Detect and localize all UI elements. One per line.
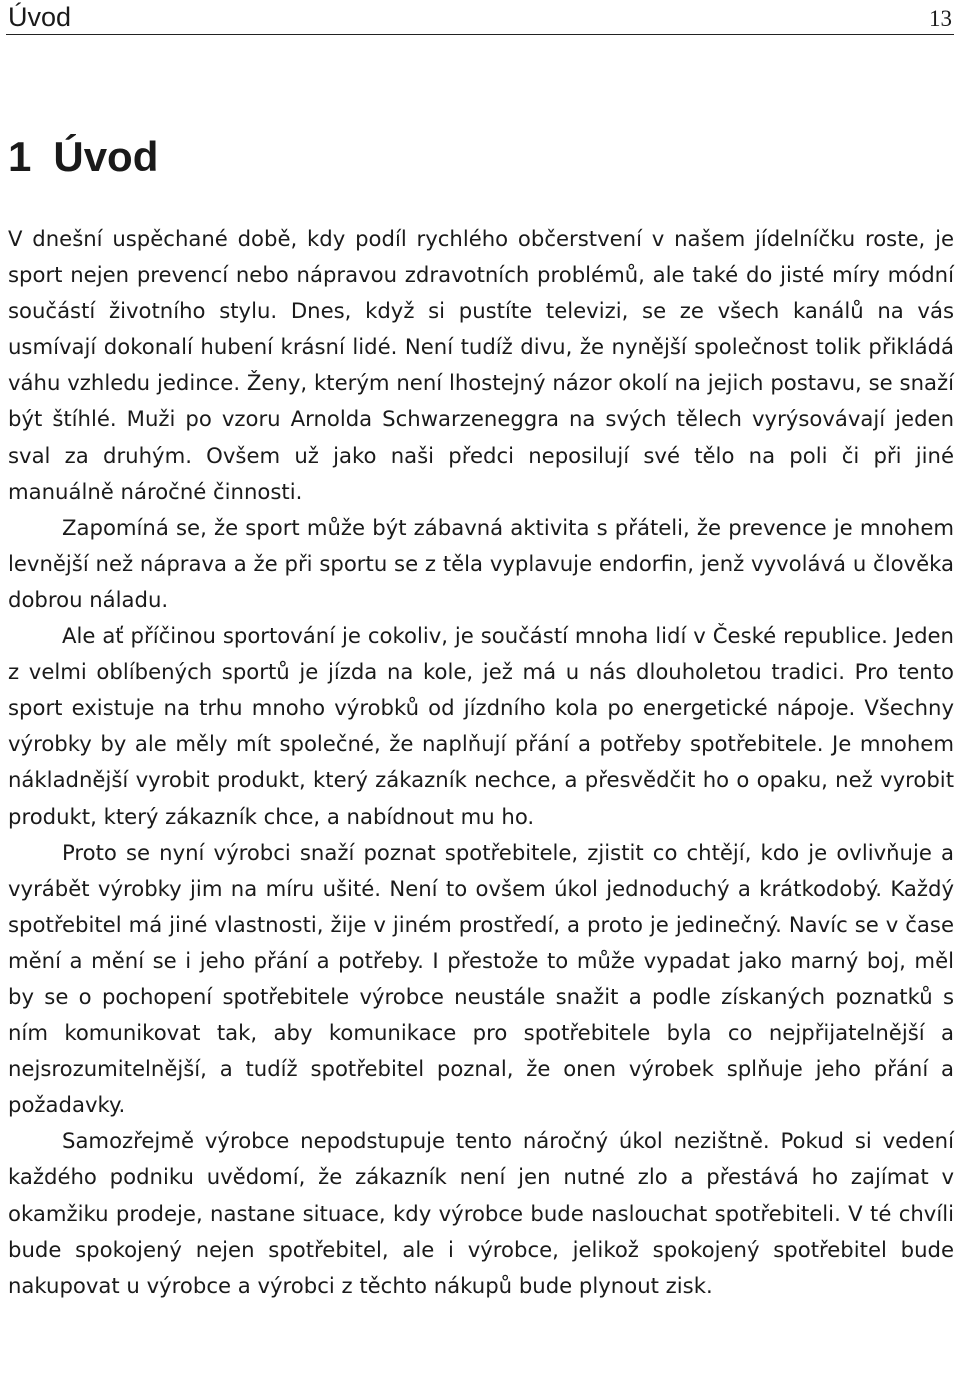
body-text [8, 221, 954, 1304]
chapter-heading [8, 128, 158, 186]
paragraph-2: Zapomíná se, že sport může být zábavná aktivita s přáteli, že prevence je mnohem levnější než náprava a že při sportu se z těla vyplavuje endorfin, jenž vyvolává u člověka dobrou náladu. [8, 514, 954, 612]
paragraph-5: Samozřejmě výrobce nepodstupuje tento náročný úkol nezištně. Pokud si vedení každého podniku uvědomí, že zákazník není jen nutné zlo a přestává ho zajímat v okamžiku prodeje, nastane situace, kdy výrobce bude naslouchat spotřebiteli. V té chvíli bude spokojený nejen spotřebitel, ale i výrobce, jelikož spokojený spotřebitel bude nakupovat u výrobce a výrobci z těchto nákupů bude plynout zisk. [8, 1128, 954, 1298]
paragraph-3: Ale ať příčinou sportování je cokoliv, je součástí mnoha lidí v České republice. Jeden z velmi oblíbených sportů je jízda na kole, jež má u nás dlouholetou tradici. Pro tento sport existuje na trhu mnoho výrobků od jízdního kola po energetické nápoje. Všechny výrobky by ale měly mít společné, že naplňují přání a potřeby spotřebitele. Je mnohem nákladnější vyrobit produkt, který zákazník nechce, a přesvědčit ho o opaku, než vyrobit produkt, který zákazník chce, a nabídnout mu ho. [8, 623, 954, 829]
running-header [6, 0, 954, 35]
chapter-title: Úvod [53, 133, 159, 180]
chapter-number: 1 [8, 133, 32, 180]
paragraph-1: V dnešní uspěchané době, kdy podíl rychlého občerstvení v našem jídelníčku roste, je sport nejen prevencí nebo nápravou zdravotních problémů, ale také do jisté míry módní součástí životního stylu. Dnes, když si pustíte televizi, se ze všech kanálů na vás usmívají dokonalí hubení krásní lidé. Není tudíž divu, že nynější společnost tolik přikládá váhu vzhledu jedince. Ženy, kterým není lhostejný názor okolí na jejich postavu, se snaží být štíhlé. Muži po vzoru Arnolda Schwarzeneggra na svých tělech vyrýsovávají jeden sval za druhým. Ovšem už jako naši předci neposilují své tělo na poli či při jiné manuálně náročné činnosti. [8, 226, 954, 504]
running-header-title: Úvod [8, 2, 72, 32]
page-number: 13 [929, 6, 952, 31]
paragraph-4: Proto se nyní výrobci snaží poznat spotřebitele, zjistit co chtějí, kdo je ovlivňuje a vyrábět výrobky jim na míru ušité. Není to ovšem úkol jednoduchý a krátkodobý. Každý spotřebitel má jiné vlastnosti, žije v jiném prostředí, a proto je jedinečný. Navíc se v čase mění a mění se i jeho přání a potřeby. I přestože to může vypadat jako marný boj, měl by se o pochopení spotřebitele výrobce neustále snažit a podle získaných poznatků s ním komunikovat tak, aby komunikace pro spotřebitele byla co nejpřijatelnější a nejsrozumitelnější, a tudíž spotřebitel poznal, že onen výrobek splňuje jeho přání a požadavky. [8, 839, 954, 1118]
